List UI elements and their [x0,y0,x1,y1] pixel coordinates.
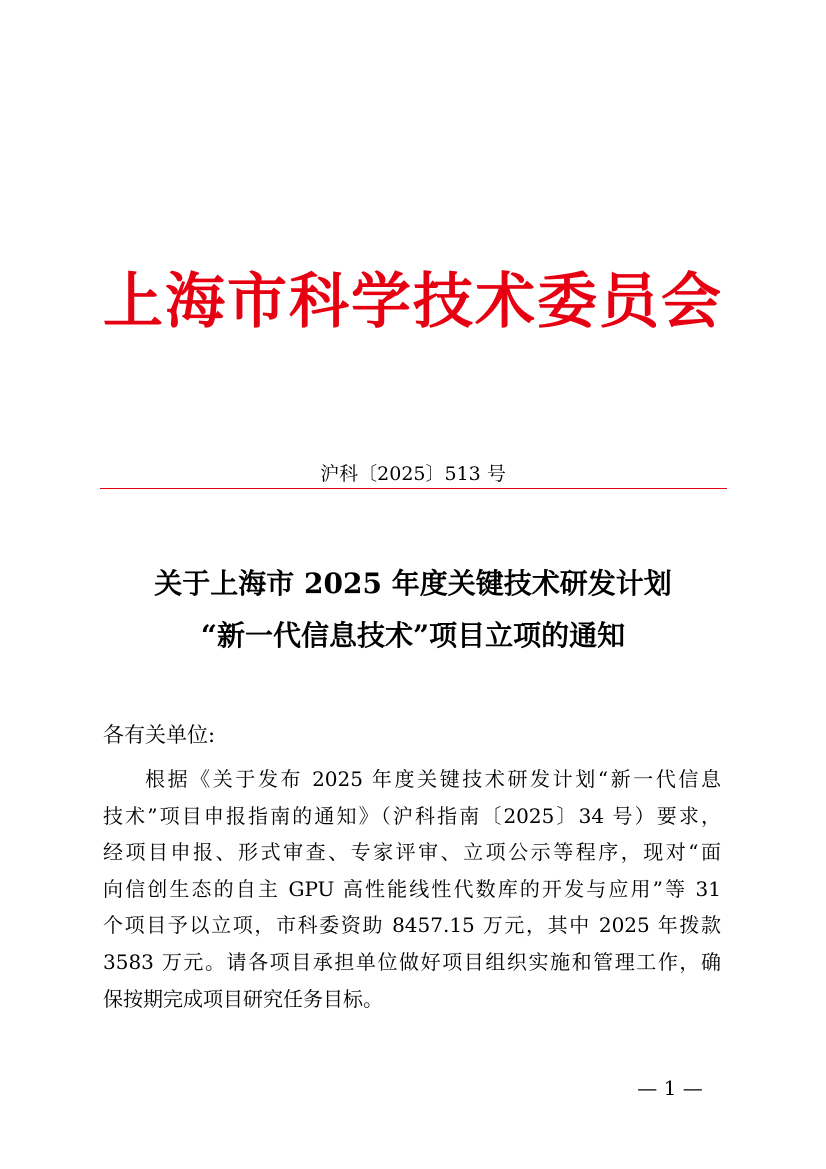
body-paragraph [103,761,721,1017]
page-number: — 1 — [637,1076,703,1100]
red-divider-line [100,488,727,489]
document-title [0,558,826,662]
document-title-line-2: “新一代信息技术”项目立项的通知 [200,619,626,652]
document-title-line-1: 关于上海市 2025 年度关键技术研发计划 [154,567,672,600]
salutation: 各有关单位: [103,723,216,747]
body-line: 技术”项目申报指南的通知》（沪科指南〔2025〕34 号）要求， [103,803,721,828]
body-line: 保按期完成项目研究任务目标。 [103,986,383,1011]
issuing-authority-masthead: 上海市科学技术委员会 [103,267,723,337]
body-line: 根据《关于发布 2025 年度关键技术研发计划“新一代信息 [145,767,721,791]
body-line: 向信创生态的自主 GPU 高性能线性代数库的开发与应用”等 31 [103,876,721,901]
body-line: 个项目予以立项，市科委资助 8457.15 万元，其中 2025 年拨款 [103,913,721,938]
body-line: 经项目申报、形式审查、专家评审、立项公示等程序，现对“面 [103,840,721,865]
body-line: 3583 万元。请各项目承担单位做好项目组织实施和管理工作，确 [103,949,721,974]
document-number: 沪科〔2025〕513 号 [320,463,506,485]
